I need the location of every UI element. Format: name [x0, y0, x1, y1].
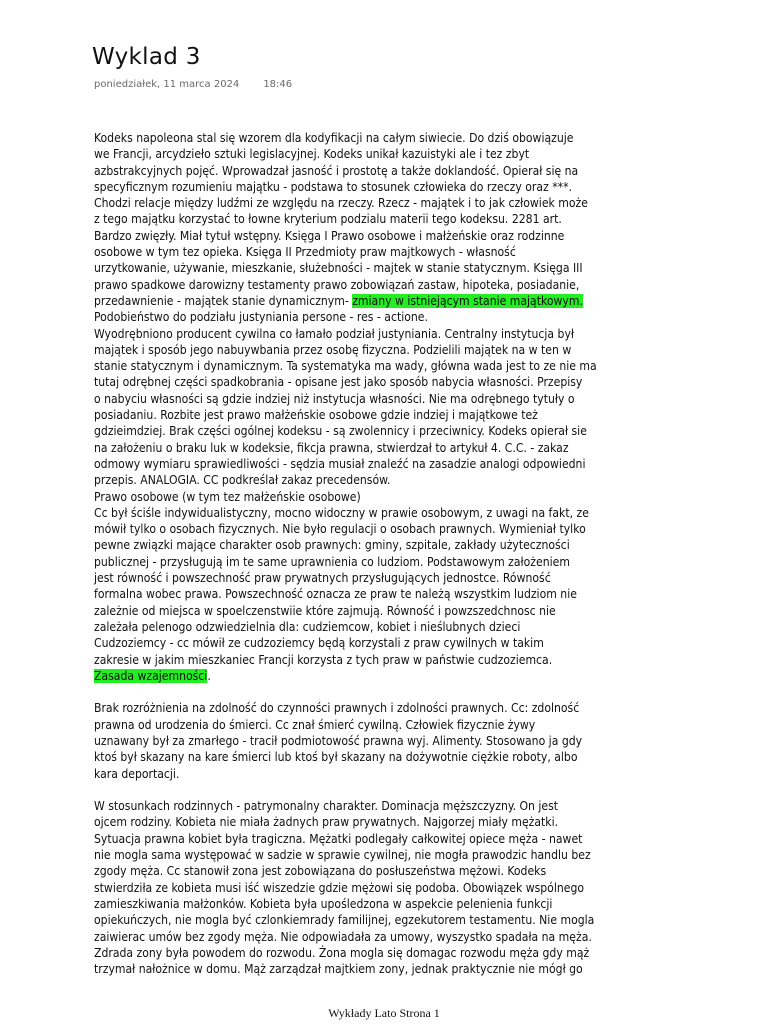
text-line: posiadaniu. Rozbite jest prawo małżeńskie osobowe gdzie indziej i majątkowe też [94, 408, 538, 423]
text-line: tutaj odrębnej części spadkobrania - opisane jest jako sposób nabycia własności. Przepisy [94, 375, 583, 390]
text-line: Bardzo zwięzły. Miał tytuł wstępny. Księga I Prawo osobowe i małżeńskie oraz rodzinne [94, 228, 565, 243]
text-line: z tego majątku korzystać to łowne kryterium podzialu materii tego kodeksu. 2281 art. [94, 212, 562, 227]
text-line: odmowy wymiaru sprawiedliwości - sędzia musiał znaleźć na zasadzie analogi odpowiedni [94, 456, 586, 471]
note-time: 18:46 [263, 79, 293, 90]
note-body [94, 130, 694, 977]
note-date: poniedziałek, 11 marca 2024 [94, 79, 240, 90]
highlighted-text: Zasada wzajemności [94, 668, 208, 683]
text-line: publicznej - przysługują im te same uprawnienia co ludziom. Podstawowym założeniem [94, 554, 570, 569]
paragraph-gap [94, 782, 694, 798]
text-line: Brak rozróżnienia na zdolność do czynności prawnych i zdolności prawnych. Cc: zdolność [94, 701, 580, 716]
text-line: prawo spadkowe darowizny testamenty prawo zobowiązań zastaw, hipoteka, posiadanie, [94, 277, 580, 292]
text-line: zależała pelenogo odzwiedzielnia dla: cudziemcow, kobiet i nieślubnych dzieci [94, 619, 521, 634]
text-line: uznawany był za zmarłego - tracił podmiotowość prawna wyj. Alimenty. Stosowano ja gdy [94, 733, 583, 748]
text-line [94, 293, 694, 309]
note-metadata [94, 79, 292, 90]
text-line: kara deportacji. [94, 766, 180, 781]
text-line: Kodeks napoleona stal się wzorem dla kodyfikacji na całym siwiecie. Do dziś obowiązuje [94, 131, 574, 145]
text-line: trzymał nałożnice w domu. Mąż zarządzał majtkiem zony, jednak praktycznie nie mógł go [94, 962, 583, 977]
text-line: opiekuńczych, nie mogla być czlonkiemrady familijnej, egzekutorem testamentu. Nie mogla [94, 913, 595, 928]
paragraph-gap [94, 684, 694, 700]
text-line: zaiwierac umów bez zgody męża. Nie odpowiadała za umowy, wyszystko spadała na męża. [94, 929, 592, 944]
text-line: Cudzoziemcy - cc mówił ze cudzoziemcy będą korzystali z praw cywilnych w takim [94, 636, 544, 651]
page-title: Wyklad 3 [92, 44, 201, 70]
text-line: przepis. ANALOGIA. CC podkreślał zakaz precedensów. [94, 473, 391, 488]
text-line: prawna od urodzenia do śmierci. Cc znał śmierć cywilną. Człowiek fizycznie żywy [94, 717, 536, 732]
text-line: zgody męża. Cc stanowił zona jest zobowiązana do posłuszeństwa mężowi. Kodeks [94, 864, 547, 879]
text-line: formalna wobec prawa. Powszechność oznacza ze praw te należą wszystkim ludziom nie [94, 587, 577, 602]
text-line: W stosunkach rodzinnych - patrymonalny charakter. Dominacja męższczyzny. On jest [94, 799, 559, 814]
text-line: zależnie od miejsca w spoelczenstwiie które zajmują. Równość i powzszedchnosc nie [94, 603, 556, 618]
text-line: azbstrakcyjnych pojęć. Wprowadzał jasność i prostotę a także doklandość. Opierał się na [94, 163, 579, 178]
text-line: Zdrada zony była powodem do rozwodu. Żona mogla się domagac rozwodu męża gdy mąż [94, 945, 590, 960]
text-line: Cc był ściśle indywidualistyczny, mocno widoczny w prawie osobowym, z uwagi na fakt, ze [94, 505, 589, 520]
text-line: majątek i sposób jego nabuywbania przez osobę fizyczna. Podzielili majątek na w ten w [94, 342, 572, 357]
text-line: osobowe w tym tez opieka. Księga II Przedmioty praw majtkowych - własność [94, 245, 516, 260]
text-line: ojcem rodziny. Kobieta nie miała żadnych praw prywatnych. Najgorzej miały mężatki. [94, 815, 559, 830]
text-line: na założeniu o braku luk w kodeksie, fikcja prawna, stwierdzał to artykuł 4. C.C. - zakaz [94, 440, 569, 455]
text-line: pewne związki mające charakter osob prawnych: gminy, szpitale, zakłady użyteczności [94, 538, 570, 553]
text-segment: przedawnienie - majątek stanie dynamicznym- [94, 293, 353, 308]
text-line: Wyodrębniono producent cywilna co łamało podział justyniania. Centralny instytucja był [94, 326, 574, 341]
text-segment: . [207, 668, 211, 683]
text-line: zakresie w jakim mieszkaniec Francji korzysta z tych praw w państwie cudzoziemca. [94, 652, 553, 667]
text-line: ktoś był skazany na kare śmierci lub ktoś był skazany na dożywotnie ciężkie roboty, albo [94, 750, 578, 765]
text-line: jest równość i powszechność praw prywatnych przysługujących jednostce. Równość [94, 571, 551, 586]
text-line: specyficznym rozumieniu majątku - podstawa to stosunek człowieka do rzeczy oraz ***. [94, 179, 573, 194]
text-line: urzytkowanie, używanie, mieszkanie, służebności - majtek w stanie statycznym. Księga III [94, 261, 583, 276]
text-line: Podobieństwo do podziału justyniania persone - res - actione. [94, 310, 428, 325]
text-line: o nabyciu własności są gdzie indziej niż instytucja własności. Nie ma odrębnego tytuły o [94, 391, 575, 406]
text-line: Sytuacja prawna kobiet była tragiczna. Mężatki podlegały całkowitej opiece męża - nawet [94, 831, 583, 846]
text-line: nie mogla sama występować w sadzie w sprawie cywilnej, nie mogła prawodzic handlu bez [94, 848, 591, 863]
text-line: gdzieimdziej. Brak części ogólnej kodeksu - są zwolennicy i przeciwnicy. Kodeks opierał sie [94, 424, 587, 439]
text-line: stwierdziła ze kobieta musi iść wiszedzie gdzie mężowi się podoba. Obowiązek wspólnego [94, 880, 585, 895]
highlighted-text: zmiany w istniejącym stanie majątkowym. [352, 293, 583, 308]
text-line: stanie statycznym i dynamicznym. Ta systematyka ma wady, główna wada jest to ze nie ma [94, 359, 597, 374]
page-footer: Wykłady Lato Strona 1 [328, 1006, 440, 1020]
text-line: mówił tylko o osobach fizycznych. Nie było regulacji o osobach prawnych. Wymieniał tylko [94, 522, 586, 537]
text-line [94, 668, 694, 684]
text-line: Chodzi relacje między ludźmi ze względu na rzeczy. Rzecz - majątek i to jak człowiek może [94, 196, 588, 211]
text-line: we Francji, arcydzieło sztuki legislacyjnej. Kodeks unikał kazuistyki ale i tez zbyt [94, 147, 530, 162]
text-line: zamieszkiwania małżonków. Kobieta była upośledzona w aspekcie pelenienia funkcji [94, 896, 553, 911]
text-line: Prawo osobowe (w tym tez małżeńskie osobowe) [94, 489, 361, 504]
